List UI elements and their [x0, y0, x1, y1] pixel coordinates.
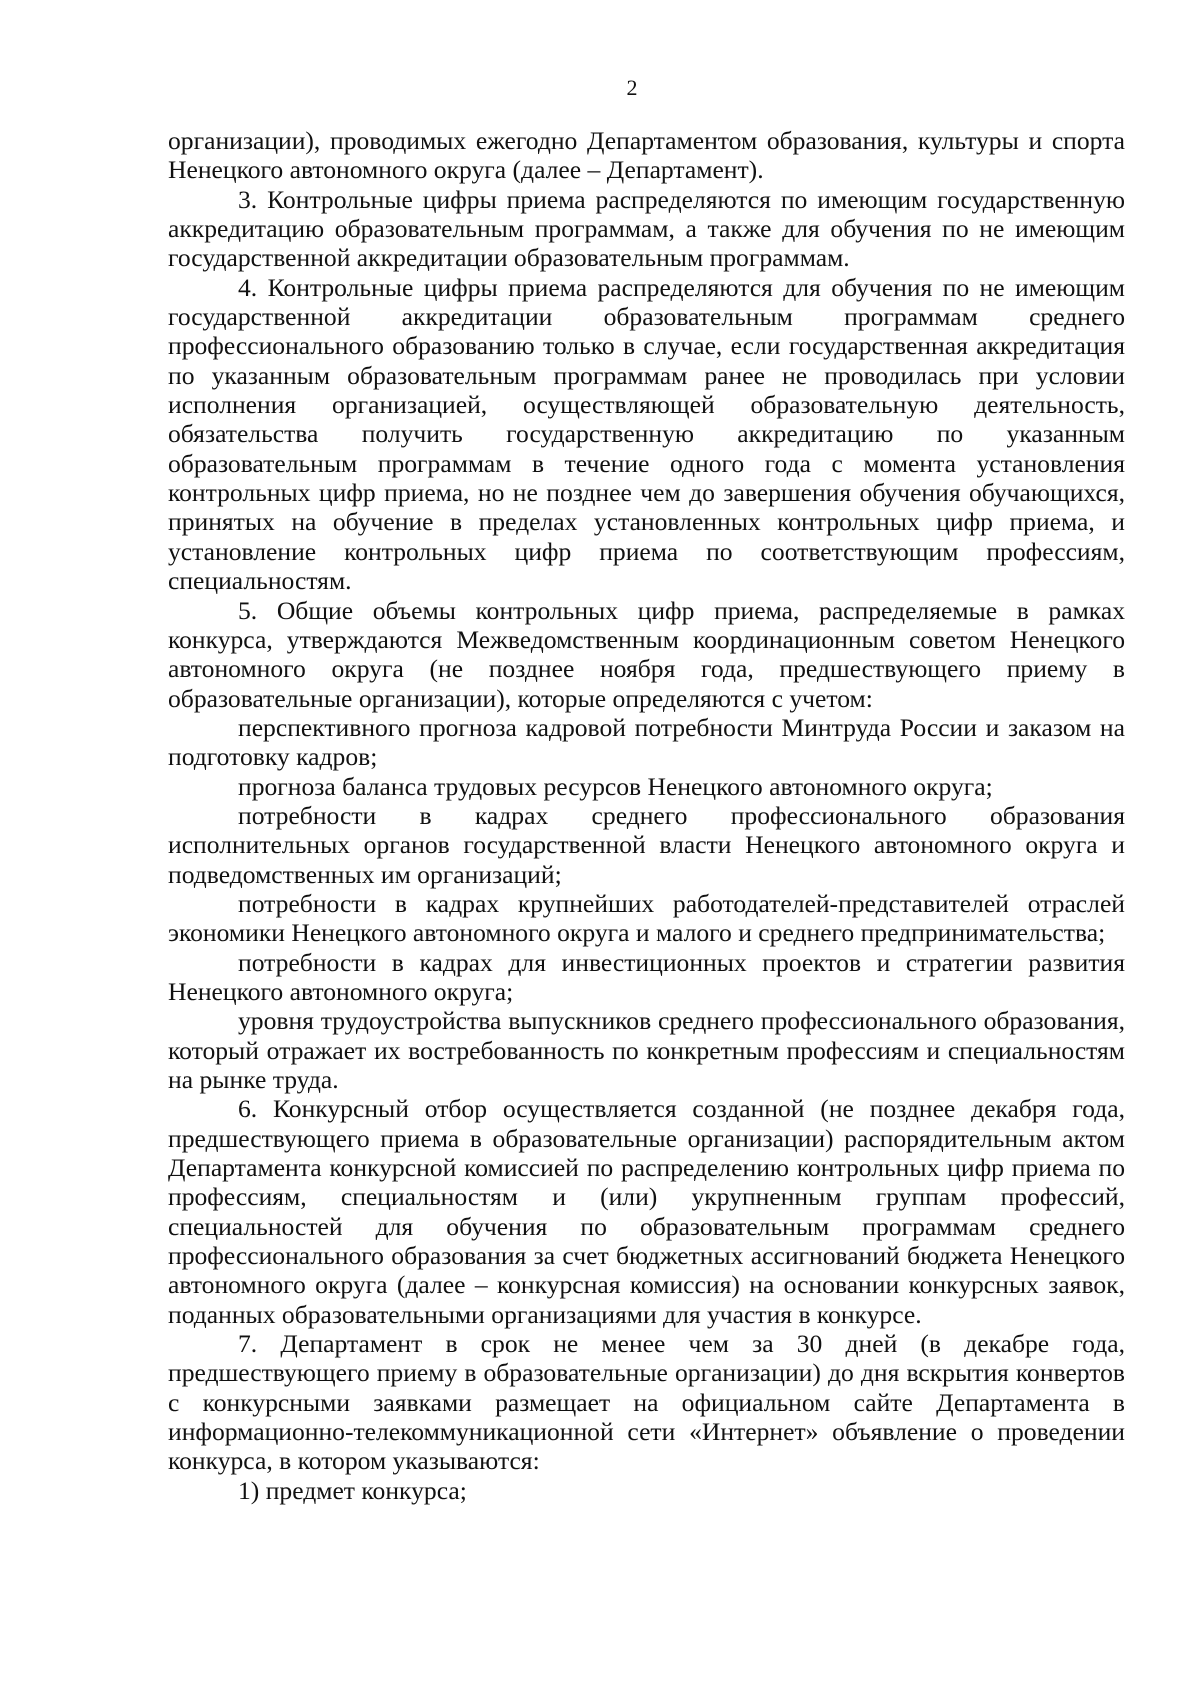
paragraph-item-6: 6. Конкурсный отбор осуществляется созданной (не позднее декабря года, предшествующего приема в образовательные организации) распорядительным актом Департамента конкурсной комиссией по распределению контрольных цифр приема по профессиям, специальностям и (или) укрупненным группам профессий, специальностей для обучения по образовательным программам среднего профессионального образования за счет бюджетных ассигнований бюджета Ненецкого автономного округа (далее – конкурсная комиссия) на основании конкурсных заявок, поданных образовательными организациями для участия в конкурсе. — [168, 1094, 1125, 1329]
paragraph-factor-employers: потребности в кадрах крупнейших работодателей-представителей отраслей экономики Ненецкого автономного округа и малого и среднего предпринимательства; — [168, 888, 1125, 948]
paragraph-item-7: 7. Департамент в срок не менее чем за 30 дней (в декабре года, предшествующего приему в образовательные организации) до дня вскрытия конвертов с конкурсными заявками размещает на официальном сайте Департамента в информационно-телекоммуникационной сети «Интернет» объявление о проведении конкурса, в котором указываются: — [168, 1329, 1125, 1476]
paragraph-subitem-1: 1) предмет конкурса; — [238, 1475, 467, 1505]
paragraph-item-5: 5. Общие объемы контрольных цифр приема, распределяемые в рамках конкурса, утверждаются Межведомственным координационным советом Ненецкого автономного округа (не позднее ноября года, предшествующего приему в образовательные организации), которые определяются с учетом: — [168, 595, 1125, 713]
paragraph-continuation: организации), проводимых ежегодно Департаментом образования, культуры и спорта Ненецкого автономного округа (далее – Департамент). — [168, 126, 1125, 185]
document-body — [168, 126, 1125, 1505]
page-number: 2 — [626, 75, 638, 100]
paragraph-factor-investment: потребности в кадрах для инвестиционных проектов и стратегии развития Ненецкого автономного округа; — [168, 947, 1125, 1006]
paragraph-factor-employment: уровня трудоустройства выпускников среднего профессионального образования, который отражает их востребованность по конкретным профессиям и специальностям на рынке труда. — [168, 1006, 1125, 1094]
paragraph-factor-forecast: перспективного прогноза кадровой потребности Минтруда России и заказом на подготовку кадров; — [168, 712, 1125, 772]
paragraph-factor-balance: прогноза баланса трудовых ресурсов Ненецкого автономного округа; — [238, 771, 993, 801]
paragraph-item-4: 4. Контрольные цифры приема распределяются для обучения по не имеющим государственной аккредитации образовательным программам среднего профессионального образованию только в случае, если государственная аккредитация по указанным образовательным программам ранее не проводилась при условии исполнения организацией, осуществляющей образовательную деятельность, обязательства получить государственную аккредитацию по указанным образовательным программам в течение одного года с момента установления контрольных цифр приема, но не позднее чем до завершения обучения обучающихся, принятых на обучение в пределах установленных контрольных цифр приема, и установление контрольных цифр приема по соответствующим профессиям, специальностям. — [168, 272, 1125, 596]
paragraph-item-3: 3. Контрольные цифры приема распределяются по имеющим государственную аккредитацию образовательным программам, а также для обучения по не имеющим государственной аккредитации образовательным программам. — [168, 184, 1125, 273]
paragraph-factor-executive-bodies: потребности в кадрах среднего профессионального образования исполнительных органов государственной власти Ненецкого автономного округа и подведомственных им организаций; — [168, 800, 1125, 889]
